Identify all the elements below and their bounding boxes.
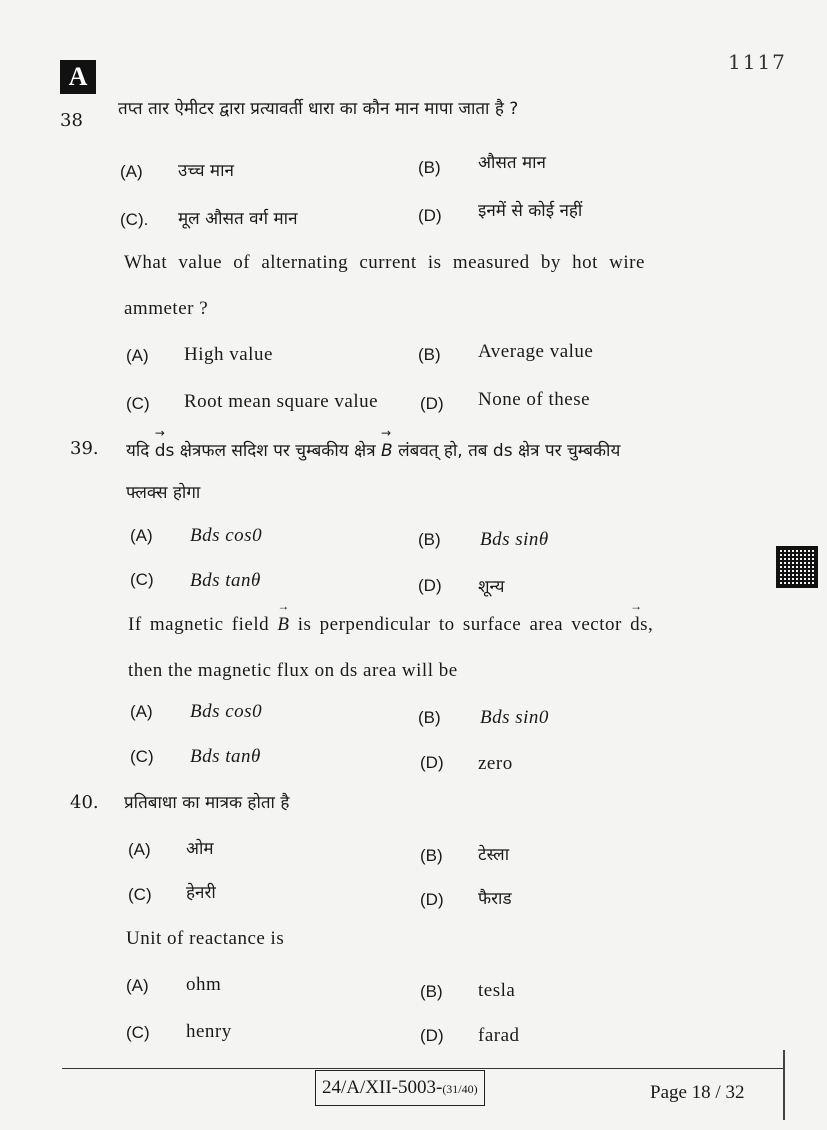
question-38-hindi: तप्त तार ऐमीटर द्वारा प्रत्यावर्ती धारा का कौन मान मापा जाता है ?	[118, 99, 519, 119]
q40-hi-option-a-label: (A)	[128, 840, 151, 859]
q40-hi-option-b: टेस्ला	[478, 845, 510, 865]
q40-en-option-c: henry	[186, 1021, 232, 1042]
q38-en-option-a: High value	[184, 344, 273, 365]
q38-en-option-c-label: (C)	[126, 394, 150, 413]
q38-hi-option-c: मूल औसत वर्ग मान	[178, 209, 298, 229]
paper-code-main: 24/A/XII-5003-	[322, 1077, 443, 1098]
q39-en-part1: If magnetic field	[128, 614, 270, 635]
q40-en-option-a-label: (A)	[126, 976, 149, 995]
q38-en-option-b: Average value	[478, 341, 594, 362]
q40-hi-option-c-label: (C)	[128, 885, 152, 904]
question-40-english: Unit of reactance is	[126, 928, 285, 949]
q38-en-option-b-label: (B)	[418, 345, 441, 364]
page-number: Page 18 / 32	[650, 1082, 745, 1103]
q39-en-option-d: zero	[478, 753, 513, 774]
q39-en-option-d-label: (D)	[420, 753, 444, 772]
q39-en-option-c-label: (C)	[130, 747, 154, 766]
q38-en-option-a-label: (A)	[126, 346, 149, 365]
q38-hi-option-c-label: (C).	[120, 210, 149, 229]
q39-en-ds-vector: → ds	[630, 614, 648, 636]
q40-en-option-b: tesla	[478, 980, 516, 1001]
q40-en-option-d: farad	[478, 1025, 520, 1046]
q40-hi-option-a: ओम	[186, 839, 214, 859]
q38-hi-option-b: औसत मान	[478, 153, 546, 173]
question-39-hindi	[126, 438, 620, 461]
q38-hi-option-d-label: (D)	[418, 206, 442, 225]
q38-hi-option-a-label: (A)	[120, 162, 143, 181]
q39-en-b-vector: → B	[277, 614, 289, 636]
q38-en-option-d-label: (D)	[420, 394, 444, 413]
question-39-number: 39.	[70, 438, 99, 459]
q39-hi-ds-vector: → ds	[155, 441, 175, 461]
q40-en-option-a: ohm	[186, 974, 222, 995]
edge-line	[783, 1050, 785, 1120]
set-badge: A	[60, 60, 96, 94]
paper-code-small: (31/40)	[442, 1082, 478, 1096]
q40-en-option-c-label: (C)	[126, 1023, 150, 1042]
corner-mark: 1117	[728, 50, 787, 74]
footer-rule	[62, 1068, 784, 1069]
q39-hi-option-c-label: (C)	[130, 570, 154, 589]
q38-en-option-d: None of these	[478, 389, 591, 410]
q39-hi-option-b-label: (B)	[418, 530, 441, 549]
question-39-english-line1	[128, 614, 653, 636]
question-38-english-line2: ammeter ?	[124, 298, 209, 319]
q38-hi-option-b-label: (B)	[418, 158, 441, 177]
q39-hi-part2: क्षेत्रफल सदिश पर चुम्बकीय क्षेत्र	[179, 441, 376, 461]
q39-hi-b-vector: → B	[381, 441, 393, 461]
qr-code	[776, 546, 818, 588]
question-40-number: 40.	[70, 792, 99, 813]
q40-en-option-d-label: (D)	[420, 1026, 444, 1045]
q39-en-option-b-label: (B)	[418, 708, 441, 727]
q39-hi-part3: लंबवत् हो, तब ds क्षेत्र पर चुम्बकीय	[398, 441, 621, 461]
q39-hi-option-a: Bds cos0	[190, 525, 263, 546]
q40-hi-option-c: हेनरी	[186, 883, 216, 903]
q40-en-option-b-label: (B)	[420, 982, 443, 1001]
q40-hi-option-d-label: (D)	[420, 890, 444, 909]
q39-en-part2: is perpendicular to surface area vector	[297, 614, 622, 635]
q39-hi-option-c: Bds tanθ	[190, 570, 261, 591]
q38-hi-option-a: उच्च मान	[178, 161, 234, 181]
q39-en-option-c: Bds tanθ	[190, 746, 261, 767]
q40-hi-option-d: फैराड	[478, 889, 512, 909]
q38-hi-option-d: इनमें से कोई नहीं	[478, 201, 583, 221]
q39-en-option-b: Bds sin0	[480, 707, 549, 728]
question-39-hindi-line2: फ्लक्स होगा	[126, 483, 201, 503]
paper-code	[315, 1070, 485, 1106]
q39-en-part3: ,	[647, 614, 654, 635]
question-38-number: 38	[60, 110, 83, 131]
q39-hi-option-d: शून्य	[478, 577, 505, 597]
question-40-hindi: प्रतिबाधा का मात्रक होता है	[124, 793, 290, 813]
q39-hi-option-b: Bds sinθ	[480, 529, 549, 550]
q39-hi-option-d-label: (D)	[418, 576, 442, 595]
question-39-english-line2: then the magnetic flux on ds area will be	[128, 660, 458, 681]
q40-hi-option-b-label: (B)	[420, 846, 443, 865]
q39-hi-option-a-label: (A)	[130, 526, 153, 545]
q39-hi-part1: यदि	[126, 441, 150, 461]
q39-en-option-a: Bds cos0	[190, 701, 263, 722]
q39-en-option-a-label: (A)	[130, 702, 153, 721]
q38-en-option-c: Root mean square value	[184, 391, 379, 412]
question-38-english-line1: What value of alternating current is measured by hot wire	[124, 252, 645, 273]
